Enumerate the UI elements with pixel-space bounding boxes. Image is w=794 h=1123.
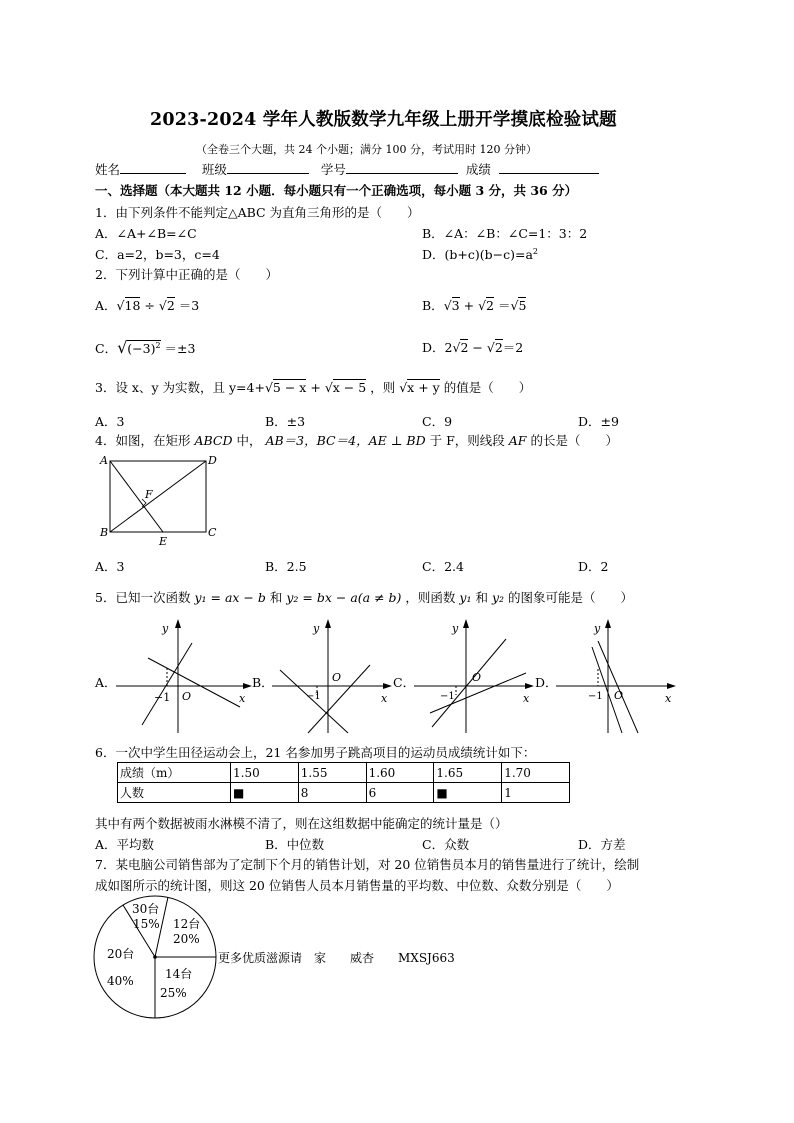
q4-option-a: A．3: [95, 559, 125, 574]
class-label: 班级: [201, 162, 227, 177]
y-label: y: [452, 622, 459, 635]
origin-label: O: [472, 671, 482, 684]
q2-stem: 2．下列计算中正确的是（ ）: [95, 267, 278, 282]
q1-option-d: D．$(b+c)(b-c)=a^2$: [422, 246, 539, 262]
table-cell: 成绩（m）: [118, 763, 231, 783]
origin-label: O: [614, 689, 624, 702]
sqrt-icon: √: [443, 298, 452, 313]
label-d: D: [208, 454, 217, 467]
origin-label: O: [182, 690, 192, 703]
neg-one-label: −1: [154, 691, 171, 704]
q3-option-a: A．3: [95, 414, 125, 429]
q6-table: [117, 762, 570, 803]
q2-option-b: B．√3 + √2 ＝√5: [422, 298, 527, 313]
graph-b: [268, 615, 398, 740]
x-label: x: [523, 692, 530, 705]
sqrt-icon: √: [117, 338, 128, 357]
q4-option-c: C．2.4: [422, 559, 464, 574]
name-field[interactable]: [120, 161, 186, 174]
exam-info: （全卷三个大题，共 24 个小题；满分 100 分，考试用时 120 分钟）: [196, 143, 537, 156]
slice-label: 12台: [173, 917, 201, 931]
q3-option-c: C．9: [422, 414, 453, 429]
origin-label: O: [332, 671, 342, 684]
x-label: x: [381, 692, 388, 705]
sqrt-icon: √: [116, 298, 125, 313]
table-cell: 1.60: [366, 763, 434, 783]
q2-option-a: A．√18 ÷ √2 ＝3: [95, 298, 200, 313]
graph-d: [552, 615, 682, 740]
arrow-icon: [383, 683, 392, 689]
sqrt-icon: √: [478, 298, 487, 313]
slice-pct: 25%: [160, 986, 187, 1000]
rectangle-figure: [95, 452, 225, 547]
arrow-icon: [525, 683, 534, 689]
pie-chart: [92, 893, 222, 1021]
slice-pct: 15%: [133, 917, 160, 931]
id-field[interactable]: [346, 161, 458, 174]
arrow-icon: [463, 619, 469, 628]
table-cell: 6: [366, 783, 434, 803]
sqrt-icon: √: [158, 298, 167, 313]
neg-one-label: −1: [440, 691, 455, 702]
table-row: [118, 763, 570, 783]
table-row: [118, 783, 570, 803]
table-cell: 8: [298, 783, 366, 803]
q6-option-a: A．平均数: [95, 837, 155, 852]
q3-option-d: D．±9: [578, 414, 619, 429]
q6-option-d: D．方差: [578, 837, 626, 852]
arrow-icon: [667, 683, 676, 689]
table-cell: ■: [434, 783, 502, 803]
y-label: y: [594, 622, 601, 635]
page-title: 2023-2024 学年人教版数学九年级上册开学摸底检验试题: [150, 110, 617, 130]
table-cell: 1.70: [502, 763, 570, 783]
arrow-icon: [243, 683, 252, 689]
arrow-icon: [175, 619, 181, 628]
arrow-icon: [325, 619, 331, 628]
sqrt-icon: √: [452, 340, 461, 355]
neg-one-label: −1: [306, 691, 321, 702]
q1-option-c: C．a=2，b=3，c=4: [95, 247, 220, 262]
label-e: E: [159, 535, 168, 547]
sqrt-icon: √: [264, 380, 273, 395]
q6-option-c: C．众数: [422, 837, 470, 852]
slice-label: 14台: [165, 967, 193, 981]
table-cell: 1: [502, 783, 570, 803]
id-label: 学号: [320, 162, 346, 177]
q4-stem: 4．如图，在矩形 ABCD 中， AB＝3，BC＝4，AE ⊥ BD 于 F，则线段 AF 的长是（ ）: [95, 433, 618, 448]
name-label: 姓名: [95, 162, 121, 177]
neg-one-label: −1: [588, 691, 603, 702]
label-b: B: [100, 526, 109, 539]
q1-option-b: B．∠A：∠B：∠C=1：3：2: [422, 226, 588, 241]
score-label: 成绩: [465, 162, 491, 177]
q5-option-d-label: D．: [535, 675, 558, 690]
line-y2: [598, 641, 638, 733]
segment-ae: [110, 461, 163, 532]
score-field[interactable]: [499, 161, 599, 174]
x-label: x: [239, 692, 246, 705]
slice-label: 20台: [107, 947, 135, 961]
q7-stem-line2: 成如图所示的统计图，则这 20 位销售人员本月销售量的平均数、中位数、众数分别是（ ）: [95, 878, 619, 893]
diagonal-bd: [110, 461, 206, 532]
student-info-line: [95, 160, 599, 178]
sqrt-icon: √: [510, 298, 519, 313]
label-c: C: [208, 526, 217, 539]
table-cell: 人数: [118, 783, 231, 803]
y-label: y: [162, 622, 169, 635]
slice-label: 30台: [132, 902, 160, 916]
label-a: A: [100, 454, 108, 467]
watermark-text: 更多优质滋源请 家 威杏 MXSJ663: [218, 951, 455, 965]
x-label: x: [665, 692, 672, 705]
q1-option-a: A．∠A+∠B=∠C: [95, 226, 197, 241]
q4-option-b: B．2.5: [265, 559, 307, 574]
q3-option-b: B．±3: [265, 414, 306, 429]
class-field[interactable]: [227, 161, 309, 174]
q4-option-d: D．2: [578, 559, 609, 574]
slice-pct: 20%: [173, 932, 200, 946]
q5-option-c-label: C．: [393, 675, 416, 690]
sqrt-icon: √: [324, 380, 333, 395]
q6-stem: 6．一次中学生田径运动会上，21 名参加男子跳高项目的运动员成绩统计如下：: [95, 745, 536, 760]
table-cell: 1.65: [434, 763, 502, 783]
q5-stem: 5．已知一次函数 y₁ = ax − b 和 y₂ = bx − a(a ≠ b) ，则函数 y₁ 和 y₂ 的图象可能是（ ）: [95, 590, 634, 605]
q6-question: 其中有两个数据被雨水淋模不清了，则在这组数据中能确定的统计量是（）: [95, 816, 508, 831]
label-f: F: [145, 488, 153, 501]
table-cell: 1.50: [231, 763, 299, 783]
q2-option-c: C．$√(-3)^2 =\pm 3$: [95, 338, 196, 357]
q6-option-b: B．中位数: [265, 837, 325, 852]
slice-pct: 40%: [107, 974, 134, 988]
line-y1: [142, 643, 192, 725]
sqrt-icon: √: [399, 380, 408, 395]
y-label: y: [313, 622, 320, 635]
line-y2: [432, 639, 506, 727]
pie-center: [153, 955, 157, 959]
q7-stem-line1: 7．某电脑公司销售部为了定制下个月的销售计划，对 20 位销售员本月的销售量进行了统计，绘制: [95, 857, 640, 872]
section-heading: 一、选择题（本大题共 12 小题．每小题只有一个正确选项，每小题 3 分，共 36 分）: [95, 183, 578, 198]
q5-option-a-label: A．: [95, 675, 117, 690]
q1-stem: 1．由下列条件不能判定△ABC 为直角三角形的是（ ）: [95, 205, 420, 220]
q3-stem: 3．设 x、y 为实数，且 y=4+√5 − x + √x − 5 ，则 √x + y 的值是（ ）: [95, 380, 532, 395]
graph-c: [410, 615, 540, 740]
table-cell: 1.55: [298, 763, 366, 783]
arrow-icon: [605, 619, 611, 628]
graph-a: [112, 615, 257, 740]
q5-option-b-label: B．: [252, 675, 274, 690]
table-cell: ■: [231, 783, 299, 803]
sqrt-icon: √: [486, 340, 495, 355]
q2-option-d: D．2√2 − √2＝2: [422, 340, 524, 355]
